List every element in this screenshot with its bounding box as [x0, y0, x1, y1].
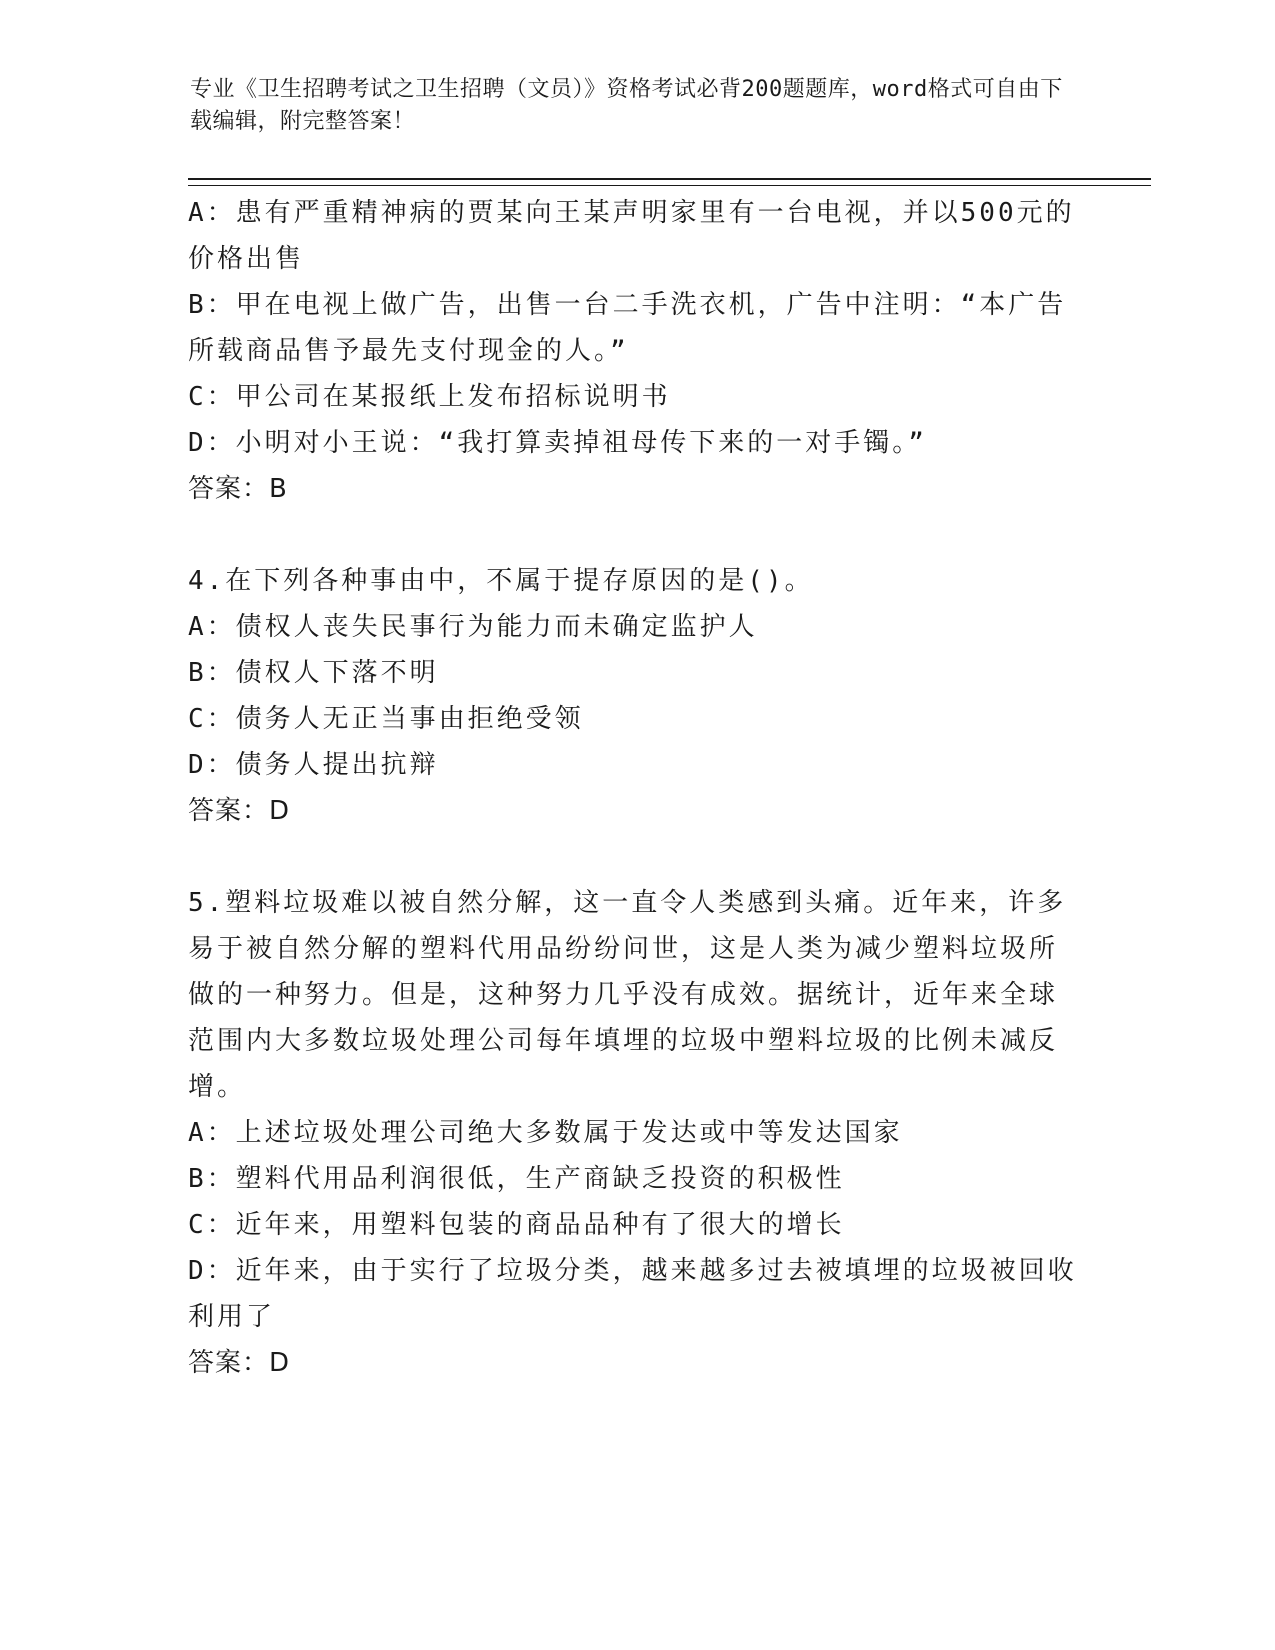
- header-divider-thin: [188, 185, 1151, 186]
- question-stem: 5.塑料垃圾难以被自然分解，这一直令人类感到头痛。近年来，许多易于被自然分解的塑料代用品纷纷问世，这是人类为减少塑料垃圾所做的一种努力。但是，这种努力几乎没有成效。据统计，近年来全球范围内大多数垃圾处理公司每年填埋的垃圾中塑料垃圾的比例未减反增。: [188, 888, 1067, 1102]
- answer: 答案：B: [188, 474, 288, 504]
- option-a: A：债权人丧失民事行为能力而未确定监护人: [188, 612, 758, 642]
- option-d: D：小明对小王说：“我打算卖掉祖母传下来的一对手镯。”: [188, 428, 927, 458]
- option-a: A：患有严重精神病的贾某向王某声明家里有一台电视，并以500元的价格出售: [188, 198, 1075, 274]
- option-c: C：近年来，用塑料包装的商品品种有了很大的增长: [188, 1210, 845, 1240]
- option-c: C：甲公司在某报纸上发布招标说明书: [188, 382, 671, 412]
- header-divider: [188, 178, 1151, 180]
- option-c: C：债务人无正当事由拒绝受领: [188, 704, 584, 734]
- option-d: D：债务人提出抗辩: [188, 750, 439, 780]
- answer: 答案：D: [188, 796, 291, 826]
- option-a: A：上述垃圾处理公司绝大多数属于发达或中等发达国家: [188, 1118, 903, 1148]
- question-3: [188, 190, 1078, 512]
- answer: 答案：D: [188, 1348, 291, 1378]
- document-header: 专业《卫生招聘考试之卫生招聘（文员）》资格考试必背200题题库，word格式可自由下载编辑，附完整答案！: [190, 77, 1063, 134]
- question-5: [188, 880, 1078, 1386]
- option-d: D：近年来，由于实行了垃圾分类，越来越多过去被填埋的垃圾被回收利用了: [188, 1256, 1077, 1332]
- option-b: B：甲在电视上做广告，出售一台二手洗衣机，广告中注明：“本广告所载商品售予最先支付现金的人。”: [188, 290, 1067, 366]
- document-body: [188, 190, 1078, 1386]
- option-b: B：债权人下落不明: [188, 658, 439, 688]
- question-stem: 4.在下列各种事由中，不属于提存原因的是()。: [188, 566, 814, 596]
- question-4: [188, 558, 1078, 834]
- option-b: B：塑料代用品利润很低，生产商缺乏投资的积极性: [188, 1164, 845, 1194]
